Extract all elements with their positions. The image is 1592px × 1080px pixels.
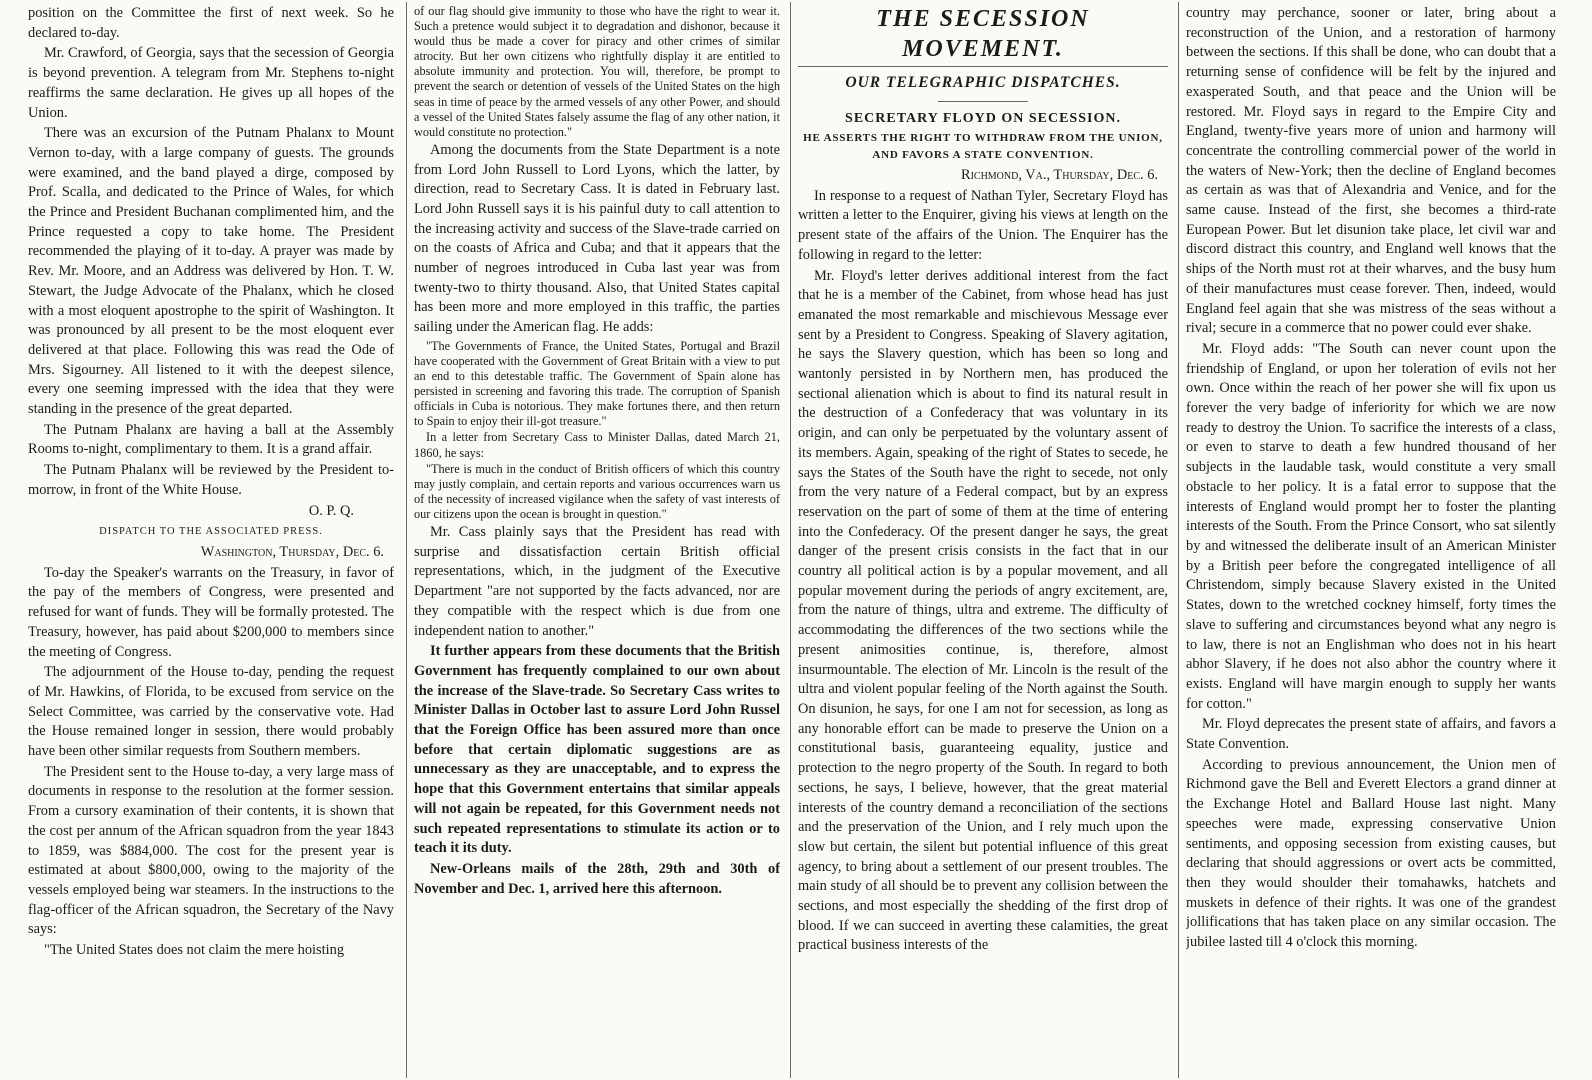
paragraph: Mr. Cass plainly says that the President has read with surprise and dissatisfaction certain British official representations, which, in the judgment of the Executive Department "are not supported by the facts advanced, nor are they compatible with the respect which is due from one independent nation to another."	[414, 524, 780, 639]
article-deck: HE ASSERTS THE RIGHT TO WITHDRAW FROM THE UNION, AND FAVORS A STATE CONVENTION.	[803, 132, 1163, 161]
paragraph: It further appears from these documents that the British Government has frequently complained to our own about the increase of the Slave-trade. So Secretary Cass writes to Minister Dallas in October last to assure Lord John Russel that the Foreign Office has been assured more than once before that certain diplomatic suggestions are as unnecessary as they are unacceptable, and to express the hope that this Government entertains that similar appeals will not again be repeated, for this Government needs not such repeated representations to stimulate its action or to teach it its duty.	[414, 643, 780, 857]
paragraph: In response to a request of Nathan Tyler, Secretary Floyd has written a letter to the Enquirer, giving his views at length on the present state of the affairs of the Union. The Enquirer has the following in regard to the letter:	[798, 187, 1168, 263]
main-headline: THE SECESSION MOVEMENT.	[798, 4, 1168, 67]
column-1	[28, 4, 394, 1076]
paragraph: The Putnam Phalanx will be reviewed by the President to-morrow, in front of the White House.	[28, 462, 394, 498]
paragraph: position on the Committee the first of next week. So he declared to-day.	[28, 5, 394, 41]
paragraph: The President sent to the House to-day, a very large mass of documents in response to the resolution at the former session. From a cursory examination of their contents, it is shown that the cost per annum of the African squadron from the year 1843 to 1859, was $884,000. The cost for the present year is estimated at about $800,000, owing to the majority of the vessels employed being war steamers. In the instructions to the flag-officer of the African squadron, the Secretary of the Navy says:	[28, 763, 394, 938]
dateline: Richmond, Va., Thursday, Dec. 6.	[960, 167, 1158, 183]
dateline: Washington, Thursday, Dec. 6.	[200, 543, 384, 560]
paragraph: Mr. Floyd adds: "The South can never count upon the friendship of England, or upon her toleration of evils not her own. Once within the reach of her power she will fix upon us forever the very badge of inferiority for which we are now ready to destroy the Union. To sacrifice the interests of a class, or even to starve to death a few hundred thousand of her subjects in the laudable task, would constitute a very small obstacle to her policy. It is a fatal error to suppose that the interests of England would prompt her to foster the planting interests of the South. From the Prince Consort, who sat silently by and witnessed the deliberate insult of an American Minister by a British peer before the congregated intelligence of all Christendom, simply because Slavery existed in the United States, down to the wretched cockney himself, forty times the slave to suffering and circumstances beyond what any negro is to law, there is not an Englishman who does not in his heart abhor Slavery, if he does not also abhor the country where it exists. England will have margin enough to supply her wants for cotton."	[1186, 340, 1556, 712]
column-4	[1186, 4, 1556, 1076]
column-3	[798, 4, 1168, 1076]
quote-text: "The Governments of France, the United States, Portugal and Brazil have cooperated with the Government of Great Britain with a view to put an end to this detestable traffic. The Government of Spain alone has persisted in screening and favoring this trade. The corruption of Spanish officials in Cuba is notorious. They make fortunes there, and then return to Spain to enjoy their ill-got treasure."	[414, 338, 780, 429]
column-rule	[790, 2, 791, 1078]
paragraph: Among the documents from the State Department is a note from Lord John Russell to Lord Lyons, which the latter, by direction, read to Secretary Cass. It is dated in February last. Lord John Russell says it is his painful duty to call attention to the increasing activity and success of the Slave-trade carried on on the coasts of Africa and Cuba; and that it appears that the number of negroes introduced in Cuba last year was from twenty-two to thirty thousand. Also, that United States capital has been more and more employed in this traffic, the parties sailing under the American flag. He adds:	[414, 141, 780, 336]
paragraph: The adjournment of the House to-day, pending the request of Mr. Hawkins, of Florida, to be excused from service on the Select Committee, was carried by the conservative vote. Had the House remained longer in session, there would probably have been other similar requests from Southern members.	[28, 664, 394, 760]
column-rule	[406, 2, 407, 1078]
quote-block	[414, 4, 780, 140]
divider	[938, 101, 1028, 102]
paragraph: In a letter from Secretary Cass to Minister Dallas, dated March 21, 1860, he says:	[414, 430, 780, 460]
paragraph: There was an excursion of the Putnam Phalanx to Mount Vernon to-day, with a large company of guests. The grounds were examined, and the band played a dirge, composed by Prof. Scalla, and dedicated to the Prince of Wales, for which the Prince and President Buchanan complimented him, and the Prince requested a copy to take home. The President recommended the playing of it to-day. A prayer was made by Rev. Mr. Moore, and an Address was delivered by Hon. T. W. Stewart, the Judge Advocate of the Phalanx, which he closed with a most eloquent apostrophe to the spirit of Washington. It was pronounced by all present to be the most eloquent ever delivered at that place. Following this was read the Ode of Mrs. Sigourney. All listened to it with the deepest silence, every one seeming impressed with the idea that they were standing in the presence of the great departed.	[28, 125, 394, 418]
paragraph: "The United States does not claim the mere hoisting	[44, 942, 345, 959]
column-2	[414, 4, 780, 1076]
paragraph: New-Orleans mails of the 28th, 29th and 30th of November and Dec. 1, arrived here this afternoon.	[414, 860, 780, 897]
article-title: SECRETARY FLOYD ON SECESSION.	[845, 111, 1121, 126]
paragraph: To-day the Speaker's warrants on the Treasury, in favor of the pay of the members of Congress, were presented and refused for want of funds. They will be formally protested. The Treasury, however, has paid about $200,000 to members since the meeting of Congress.	[28, 564, 394, 660]
paragraph: country may perchance, sooner or later, bring about a reconstruction of the Union, and a restoration of harmony between the sections. If this shall be done, who can doubt that a returning sense of confidence will be felt by the injured and exasperated South, and that peace and the Union will be restored. Mr. Floyd says in regard to the Empire City and England, twenty-five years more of union and harmony will concentrate the controlling commercial power of the world in the waters of New-York; then the decline of England becomes as certain as was that of Alexandria and Venice, and for the same cause. Instead of the first, she becomes a third-rate European Power. But let disunion take place, let civil war and discord distract this country, and England well knows that the ships of the North must rot at their wharves, and the busy hum of their manufactures must cease forever. Then, indeed, would England feel again that she was mistress of the seas without a rival; secure in a commerce that no power could ever shake.	[1186, 5, 1556, 337]
sub-headline: OUR TELEGRAPHIC DISPATCHES.	[845, 74, 1121, 91]
quote-text: "There is much in the conduct of British officers of which this country may justly complain, and certain reports and various occurrences warn us of the necessity of increased vigilance when the safety of vast interests of our citizens upon the ocean is brought in question."	[414, 461, 780, 521]
quote-block	[414, 339, 780, 522]
section-subhead: DISPATCH TO THE ASSOCIATED PRESS.	[99, 526, 323, 538]
paragraph: Mr. Floyd deprecates the present state of affairs, and favors a State Convention.	[1186, 716, 1556, 753]
paragraph: Mr. Floyd's letter derives additional interest from the fact that he is a member of the Cabinet, from whose head has just emanated the most remarkable and mischievous Message ever sent by a President to Congress. Speaking of Slavery agitation, he says the Slavery question, which has been so long and wantonly persisted in by Northern men, has produced the sectional alienation which is about to find its natural result in the destruction of a Confederacy that was voluntary in its origin, and can only be perpetuated by the voluntary assent of its members. Again, speaking of the right of States to secede, he says the States of the South have the right to secede, not only from the very nature of a Federal compact, but by an express reservation on the part of some of them at the time of entering into the Confederacy. Of the present danger he says, the great danger of the present crisis consists in the fact that in our country all political action is by a popular movement, and all popular movement during the periods of angry excitement, are, from the nature of things, ultra and extreme. The difficulty of accommodating the differences of the two sections while the present animosities continue, is, therefore, almost insurmountable. The election of Mr. Lincoln is the result of the ultra and violent popular feeling of the North against the South. On disunion, he says, for one I am not for secession, as long as any honorable effort can be made to preserve the Union on a constitutional basis, guaranteeing equality, justice and protection to the negro property of the South. In regard to both sections, he says, I believe, however, that the great material interests of the country demand a reconciliation of the sections and the preservation of the Union, and I rely much upon the slow but certain, the silent but potential influence of this great agency, to bring about a settlement of our present troubles. The main study of all should be to prevent any collision between the sections, and most especially the shedding of the first drop of blood. If we can succeed in averting these calamities, the great practical business interests of the	[798, 267, 1168, 954]
paragraph: Mr. Crawford, of Georgia, says that the secession of Georgia is beyond prevention. A telegram from Mr. Stephens to-night reaffirms the same declaration. He gives up all hopes of the Union.	[28, 45, 394, 121]
quote-text: of our flag should give immunity to those who have the right to wear it. Such a pretence would subject it to degradation and dishonor, because it would thus be made a cover for piracy and other crimes of similar atrocity. But her own citizens who rightfully display it are entitled to absolute immunity and protection. You will, therefore, be prompt to prevent the search or detention of vessels of the United States on the high seas in time of peace by the armed vessels of any other Power, and should a vessel of the United States falsely assume the flag of any other nation, it would constitute no protection."	[414, 4, 780, 139]
column-rule	[1178, 2, 1179, 1078]
paragraph: According to previous announcement, the Union men of Richmond gave the Bell and Everett Electors a grand dinner at the Exchange Hotel and Ballard House last night. Many speeches were made, expressing conservative Union sentiments, and opposing secession from existing causes, but declaring that should aggressions or overt acts be committed, then they would shoulder their tomahawks, hatchets and muskets in defence of their rights. It was one of the grandest jollifications that has taken place on any similar occasion. The jubilee lasted till 4 o'clock this morning.	[1186, 756, 1556, 951]
signature: O. P. Q.	[308, 502, 354, 519]
paragraph: The Putnam Phalanx are having a ball at the Assembly Rooms to-night, complimentary to them. It is a grand affair.	[28, 421, 394, 458]
